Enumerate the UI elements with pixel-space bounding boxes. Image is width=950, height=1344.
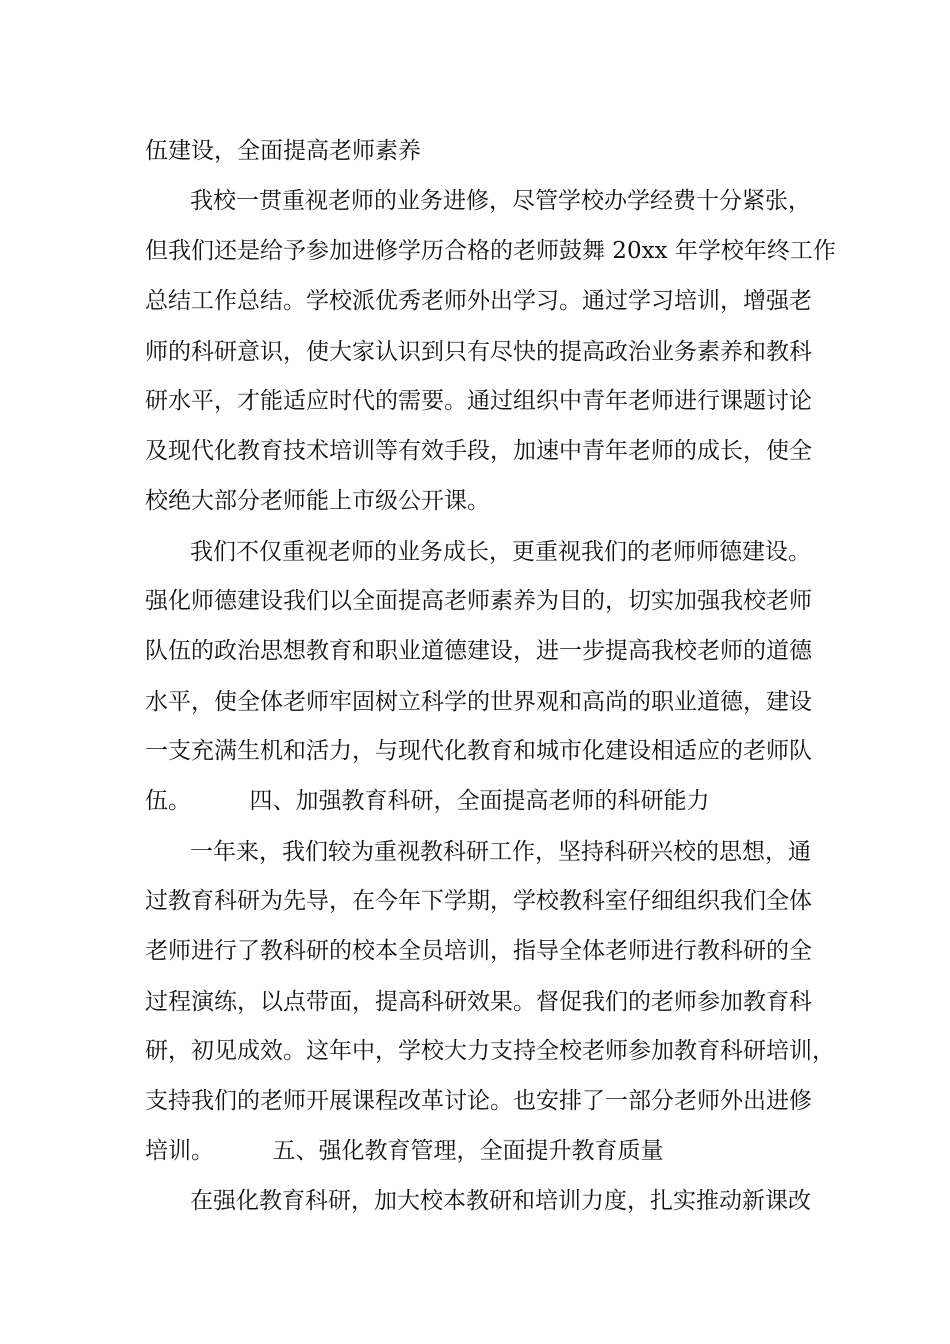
text-line: 伍。 四、加强教育科研，全面提高老师的科研能力 [145, 788, 710, 814]
text-line: 我校一贯重视老师的业务进修，尽管学校办学经费十分紧张， [190, 188, 811, 214]
text-line: 但我们还是给予参加进修学历合格的老师鼓舞 20xx 年学校年终工作 [145, 238, 836, 264]
text-line: 伍建设，全面提高老师素养 [145, 138, 421, 164]
text-line: 我们不仅重视老师的业务成长，更重视我们的老师师德建设。 [190, 539, 811, 565]
text-line: 及现代化教育技术培训等有效手段，加速中青年老师的成长，使全 [145, 438, 812, 464]
text-line: 总结工作总结。学校派优秀老师外出学习。通过学习培训，增强老 [145, 288, 812, 314]
text-line: 水平，使全体老师牢固树立科学的世界观和高尚的职业道德，建设 [145, 689, 812, 715]
text-line: 研水平，才能适应时代的需要。通过组织中青年老师进行课题讨论 [145, 388, 812, 414]
text-line: 校绝大部分老师能上市级公开课。 [145, 488, 490, 514]
text-line: 一年来，我们较为重视教科研工作，坚持科研兴校的思想，通 [190, 839, 811, 865]
text-line: 在强化教育科研，加大校本教研和培训力度，扎实推动新课改 [190, 1188, 811, 1214]
text-line: 过程演练，以点带面，提高科研效果。督促我们的老师参加教育科 [145, 989, 812, 1015]
text-line: 一支充满生机和活力，与现代化教育和城市化建设相适应的老师队 [145, 738, 812, 764]
text-line: 队伍的政治思想教育和职业道德建设，进一步提高我校老师的道德 [145, 638, 812, 664]
text-line: 支持我们的老师开展课程改革讨论。也安排了一部分老师外出进修 [145, 1088, 812, 1114]
text-line: 师的科研意识，使大家认识到只有尽快的提高政治业务素养和教科 [145, 339, 812, 365]
text-line: 过教育科研为先导，在今年下学期，学校教科室仔细组织我们全体 [145, 888, 812, 914]
text-line: 强化师德建设我们以全面提高老师素养为目的，切实加强我校老师 [145, 588, 812, 614]
text-line: 研，初见成效。这年中，学校大力支持全校老师参加教育科研培训， [145, 1038, 835, 1064]
text-line: 老师进行了教科研的校本全员培训，指导全体老师进行教科研的全 [145, 938, 812, 964]
text-line: 培训。 五、强化教育管理，全面提升教育质量 [145, 1138, 664, 1164]
